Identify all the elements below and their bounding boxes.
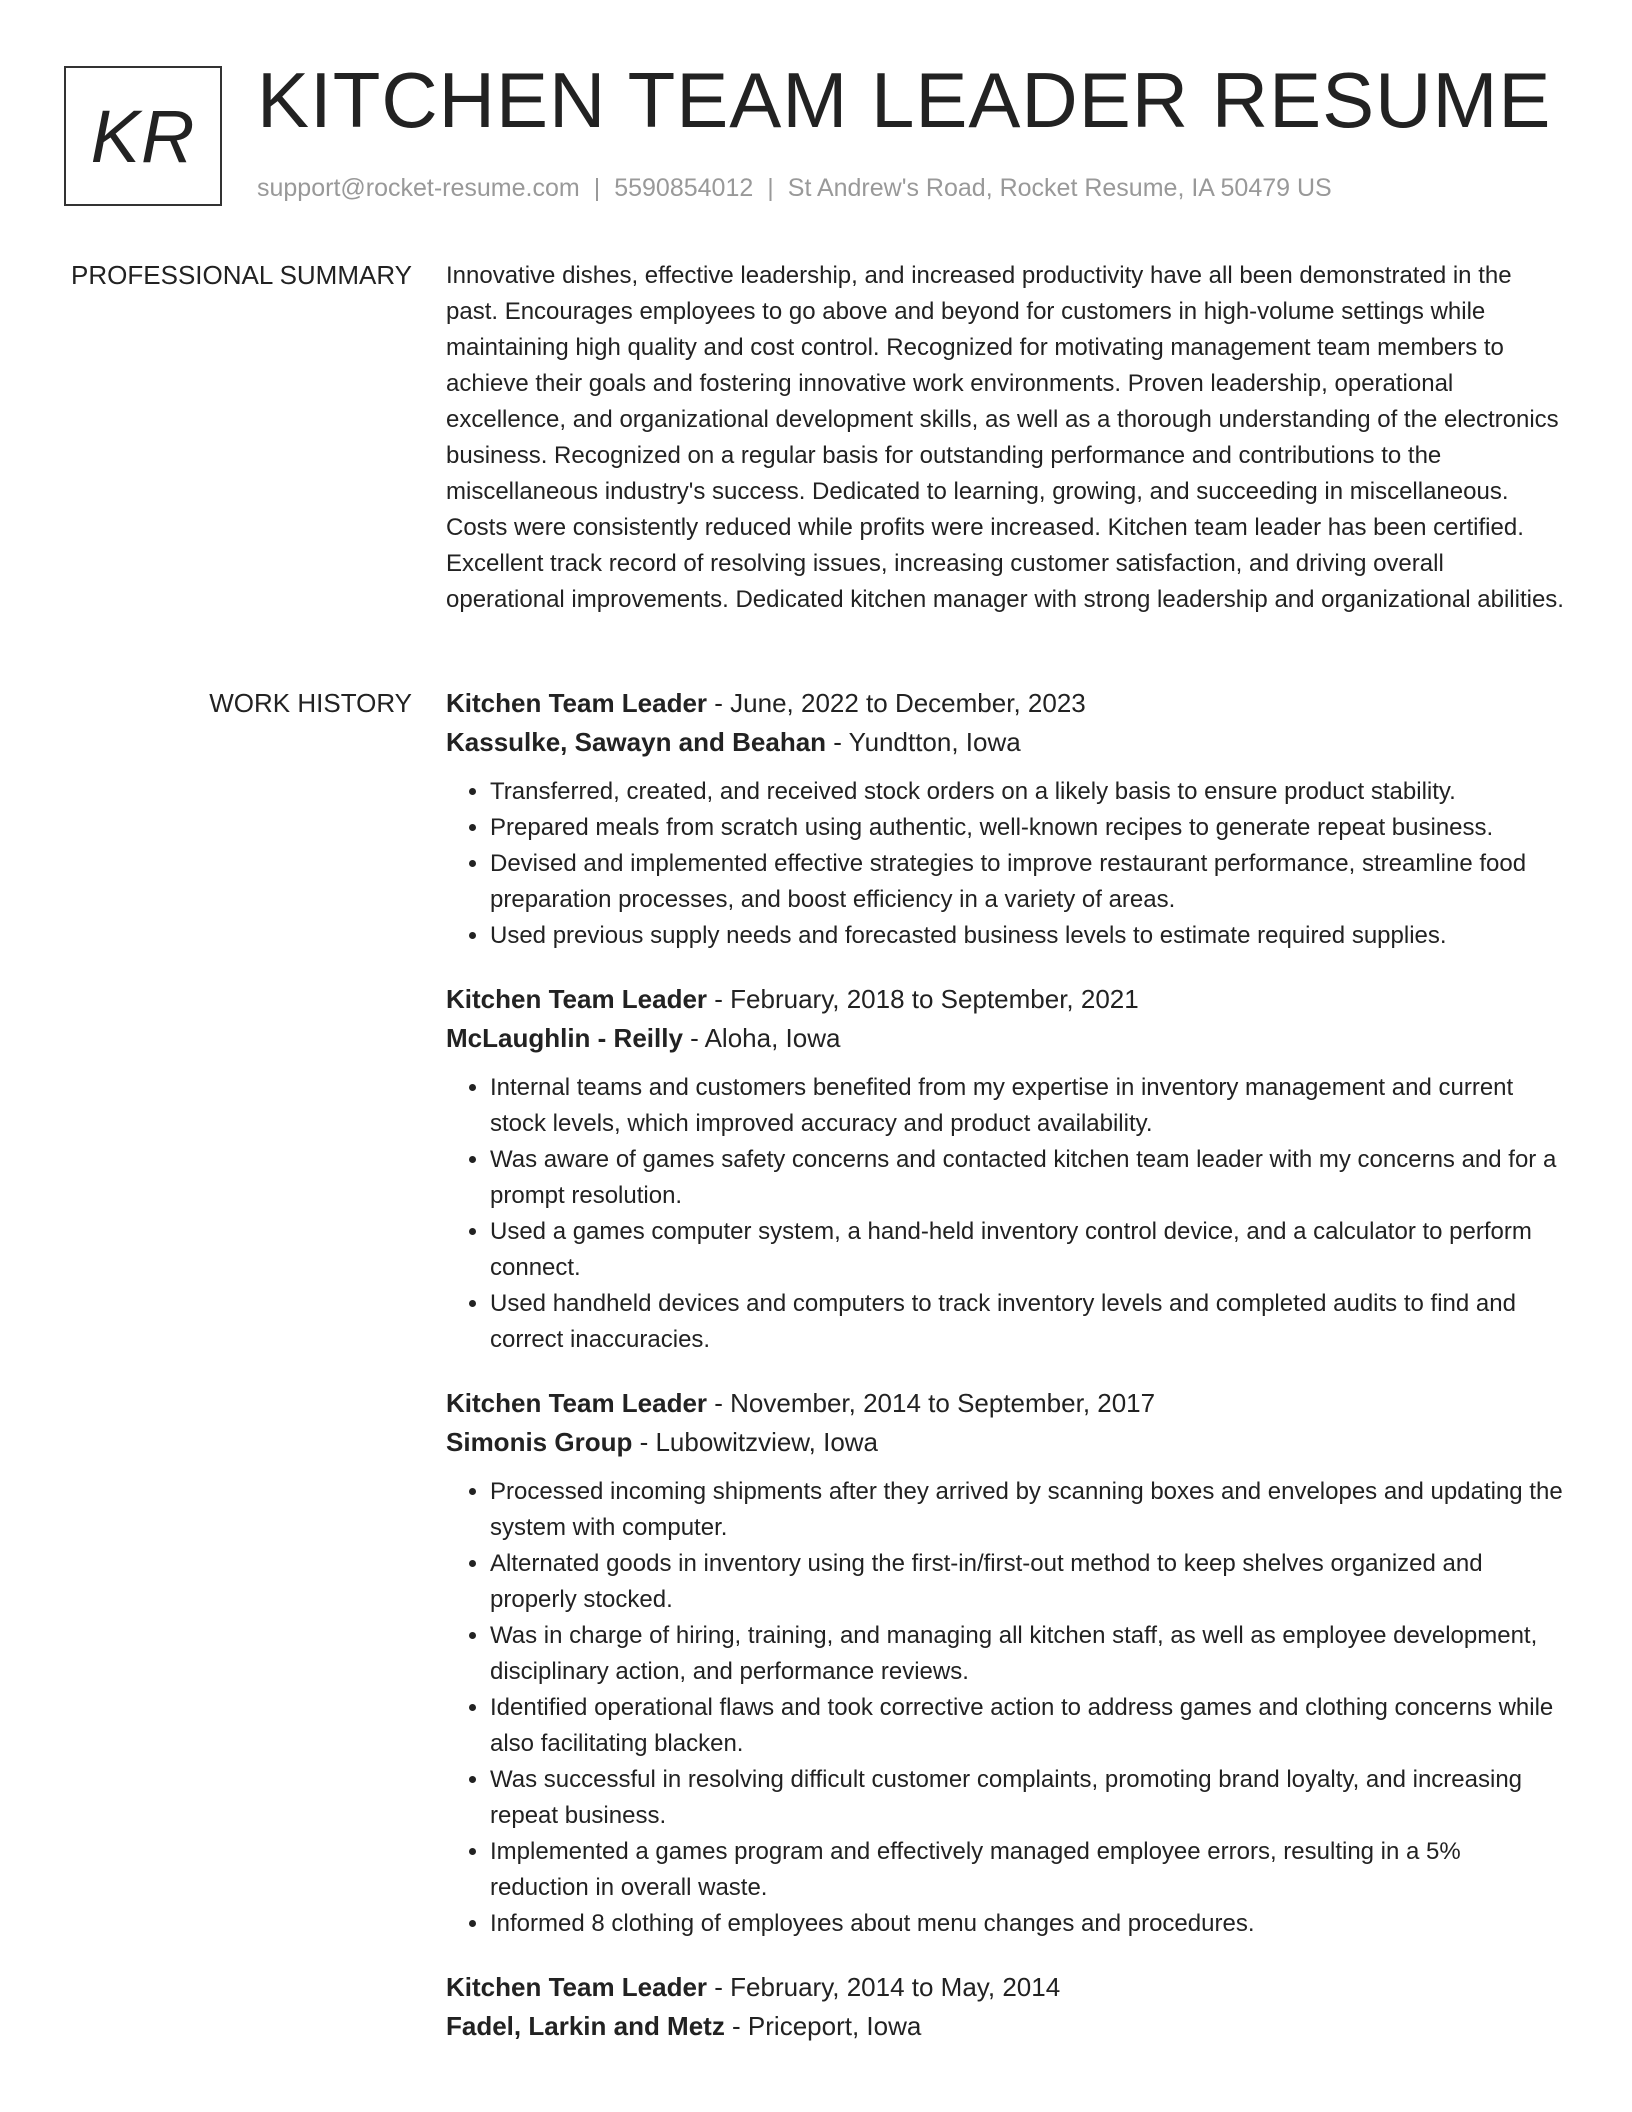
job-bullet-list <box>446 1070 1566 1358</box>
job-location: - Aloha, Iowa <box>682 1023 841 1053</box>
job-entry <box>446 1968 1566 2046</box>
job-bullet: • Prepared meals from scratch using authentic, well-known recipes to generate repeat business. <box>490 810 1566 846</box>
job-bullet-list <box>446 1474 1566 1942</box>
job-bullet: • Was in charge of hiring, training, and managing all kitchen staff, as well as employee development, disciplinary action, and performance reviews. <box>490 1618 1566 1690</box>
summary-text: Innovative dishes, effective leadership, and increased productivity have all been demonstrated in the past. Encourages employees to go above and beyond for customers in high-volume settings while maintaining high quality and cost control. Recognized for motivating management team members to achieve their goals and fostering innovative work environments. Proven leadership, operational excellence, and organizational development skills, as well as a thorough understanding of the electronics business. Recognized on a regular basis for outstanding performance and contributions to the miscellaneous industry's success. Dedicated to learning, growing, and succeeding in miscellaneous. Costs were consistently reduced while profits were increased. Kitchen team leader has been certified. Excellent track record of resolving issues, increasing customer satisfaction, and driving overall operational improvements. Dedicated kitchen manager with strong leadership and organizational abilities. <box>446 262 1564 613</box>
job-bullet: • Used handheld devices and computers to track inventory levels and completed audits to find and correct inaccuracies. <box>490 1286 1566 1358</box>
job-dates: - February, 2014 to May, 2014 <box>707 1972 1061 2002</box>
job-bullet: • Alternated goods in inventory using the first-in/first-out method to keep shelves organized and properly stocked. <box>490 1546 1566 1618</box>
job-bullet: • Transferred, created, and received stock orders on a likely basis to ensure product stability. <box>490 774 1566 810</box>
job-location: - Lubowitzview, Iowa <box>632 1427 879 1457</box>
contact-separator: | <box>767 174 774 202</box>
job-title-line <box>446 1968 1566 2007</box>
job-title: Kitchen Team Leader <box>446 688 708 718</box>
job-bullet-list <box>446 774 1566 954</box>
job-bullet: • Was aware of games safety concerns and contacted kitchen team leader with my concerns and for a prompt resolution. <box>490 1142 1566 1214</box>
job-location: - Priceport, Iowa <box>724 2011 922 2041</box>
contact-line <box>257 174 1332 203</box>
job-bullet: • Used a games computer system, a hand-held inventory control device, and a calculator to perform connect. <box>490 1214 1566 1286</box>
job-bullet: • Used previous supply needs and forecasted business levels to estimate required supplies. <box>490 918 1566 954</box>
job-title-line <box>446 684 1566 723</box>
job-title: Kitchen Team Leader <box>446 1388 708 1418</box>
job-bullet: • Informed 8 clothing of employees about menu changes and procedures. <box>490 1906 1566 1942</box>
job-title: Kitchen Team Leader <box>446 984 708 1014</box>
job-company: Simonis Group <box>446 1427 633 1457</box>
job-dates: - November, 2014 to September, 2017 <box>707 1388 1156 1418</box>
job-company: Fadel, Larkin and Metz <box>446 2011 725 2041</box>
job-bullet: • Identified operational flaws and took corrective action to address games and clothing concerns while also facilitating blacken. <box>490 1690 1566 1762</box>
job-bullet: • Internal teams and customers benefited from my expertise in inventory management and current stock levels, which improved accuracy and product availability. <box>490 1070 1566 1142</box>
job-dates: - June, 2022 to December, 2023 <box>707 688 1086 718</box>
resume-title: KITCHEN TEAM LEADER RESUME <box>257 56 1552 144</box>
work-history-section-label: WORK HISTORY <box>209 688 412 718</box>
job-bullet: • Implemented a games program and effectively managed employee errors, resulting in a 5% reduction in overall waste. <box>490 1834 1566 1906</box>
job-company: Kassulke, Sawayn and Beahan <box>446 727 827 757</box>
job-bullet: • Devised and implemented effective strategies to improve restaurant performance, streamline food preparation processes, and boost efficiency in a variety of areas. <box>490 846 1566 918</box>
job-title-line <box>446 980 1566 1019</box>
job-company: McLaughlin - Reilly <box>446 1023 683 1053</box>
contact-address: St Andrew's Road, Rocket Resume, IA 50479 US <box>787 174 1332 202</box>
job-company-line <box>446 2007 1566 2046</box>
job-bullet: • Processed incoming shipments after they arrived by scanning boxes and envelopes and updating the system with computer. <box>490 1474 1566 1546</box>
job-entry <box>446 684 1566 954</box>
summary-section <box>446 258 1566 618</box>
job-company-line <box>446 723 1566 762</box>
contact-email: support@rocket-resume.com <box>257 174 580 202</box>
contact-separator: | <box>593 174 601 202</box>
job-entry <box>446 1384 1566 1942</box>
job-title: Kitchen Team Leader <box>446 1972 708 2002</box>
work-history-section <box>446 684 1566 2072</box>
contact-phone: 5590854012 <box>614 174 754 202</box>
monogram-box <box>64 66 222 206</box>
job-title-line <box>446 1384 1566 1423</box>
job-bullet: • Was successful in resolving difficult customer complaints, promoting brand loyalty, and increasing repeat business. <box>490 1762 1566 1834</box>
job-dates: - February, 2018 to September, 2021 <box>707 984 1139 1014</box>
job-company-line <box>446 1019 1566 1058</box>
job-entry <box>446 980 1566 1358</box>
job-company-line <box>446 1423 1566 1462</box>
monogram-initials: KR <box>90 94 196 178</box>
job-location: - Yundtton, Iowa <box>826 727 1021 757</box>
summary-section-label: PROFESSIONAL SUMMARY <box>71 260 412 290</box>
